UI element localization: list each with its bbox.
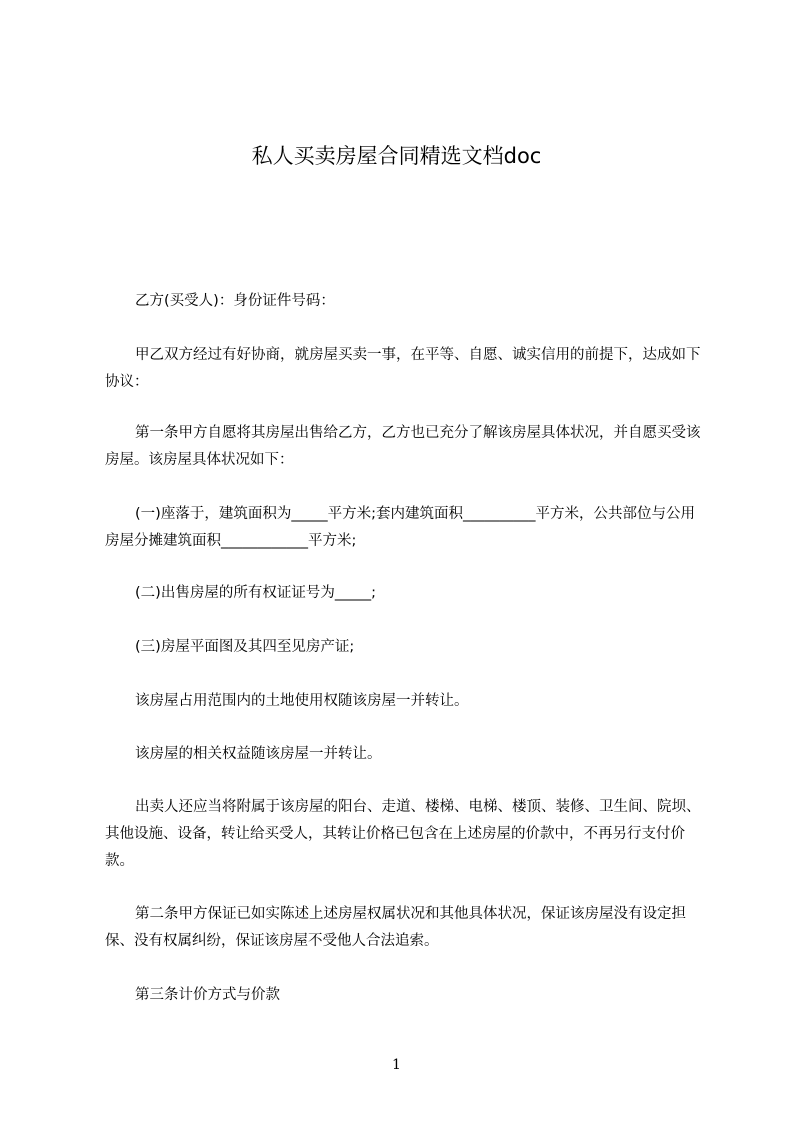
paragraph-related-rights: 该房屋的相关权益随该房屋一并转让。 [135, 746, 382, 762]
paragraph-buyer-id: 乙方(买受人)：身份证件号码： [135, 293, 335, 309]
document-title: 私人买卖房屋合同精选文档doc [251, 144, 542, 168]
paragraph-article-1: 第一条甲方自愿将其房屋出售给乙方，乙方也已充分了解该房屋具体状况，并自愿买受该房屋。该房屋具体状况如下： [105, 425, 701, 468]
paragraph-item-3-floor-plan: (三)房屋平面图及其四至见房产证; [135, 639, 355, 655]
paragraph-item-2-certificate: (二)出售房屋的所有权证证号为_____; [135, 585, 376, 601]
paragraph-article-2: 第二条甲方保证已如实陈述上述房屋权属状况和其他具体状况，保证该房屋没有设定担保、没有权属纠纷，保证该房屋不受他人合法追索。 [105, 906, 686, 949]
paragraph-item-1-location: (一)座落于，建筑面积为_____平方米;套内建筑面积__________平方米，公共部位与公用房屋分摊建筑面积____________平方米; [105, 506, 695, 549]
paragraph-agreement-intro: 甲乙双方经过有好协商，就房屋买卖一事，在平等、自愿、诚实信用的前提下，达成如下协议： [105, 347, 701, 390]
paragraph-attached-facilities: 出卖人还应当将附属于该房屋的阳台、走道、楼梯、电梯、楼顶、装修、卫生间、院坝、其他设施、设备，转让给买受人，其转让价格已包含在上述房屋的价款中，不再另行支付价款。 [105, 799, 701, 869]
paragraph-article-3: 第三条计价方式与价款 [135, 987, 280, 1003]
paragraph-land-use-right: 该房屋占用范围内的土地使用权随该房屋一并转让。 [135, 693, 469, 709]
page-number: 1 [392, 1057, 401, 1073]
